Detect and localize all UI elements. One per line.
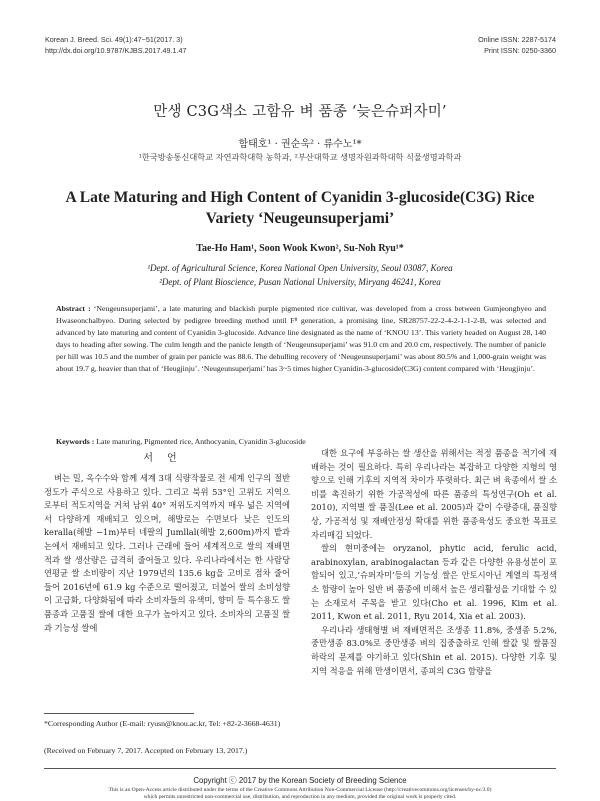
affiliation-2: ²Dept. of Plant Bioscience, Pusan National University, Miryang 46241, Korea [159, 276, 441, 287]
print-issn: Print ISSN: 0250-3360 [484, 46, 556, 55]
korean-affiliations: ¹한국방송통신대학교 자연과학대학 농학과, ²부산대학교 생명자원과학대학 식물생명과학과 [138, 152, 462, 162]
footer-divider [44, 768, 556, 769]
abstract [56, 303, 546, 374]
keywords-label: Keywords : [56, 437, 95, 446]
right-paragraph-2: 쌀의 현미중에는 oryzanol, phytic acid, ferulic acid, arabinoxylan, arabinogalactan 등과 같은 다양한 유용성분이 포함되어 있고,‘슈퍼자미’등의 기능성 쌀은 안토시아닌 계열의 특정색소 함량이 높아 일반 벼 품종에 비해서 높은 생리활성을 기대할 수 있는 소재로서 주목을 받고 있다(Cho et al. 1996, Kim et al. 2011, Kwon et al. 2011, Ryu 2014, Xia et al. 2003). [311, 543, 557, 622]
right-paragraph-1: 대한 요구에 부응하는 쌀 생산을 위해서는 적정 품종을 적기에 재배하는 것이 필요하다. 특히 우리나라는 복잡하고 다양한 지형의 영향으로 인해 기후의 지역적 차이가 뚜렷하다. 최근 벼 육종에서 쌀 소비를 촉진하기 위한 가공적성에 따른 품종의 특성연구(Oh et al. 2010), 지역별 쌀 품질(Lee et al. 2005)과 같이 수량증대, 품질향상, 가공적성 및 재배안정성 확대를 위한 품종육성도 중요한 목표로 자리매김 되었다. [311, 448, 557, 540]
license-line-2: which permits unrestricted non-commercial use, distribution, and reproduction in any medium, provided the original work is properly cited. [143, 794, 457, 800]
intro-paragraph: 벼는 밀, 옥수수와 함께 세계 3대 식량작물로 전 세계 인구의 절반 정도가 주식으로 사용하고 있다. 그리고 북위 53°인 고위도 지역으로부터 적도지역을 거쳐 남위 40° 저위도지역까지 매우 넓은 지역에서 다양하게 재배되고 있으며, 해발로는 수면보다 낮은 인도의 keralla(해발 −1m)부터 네팔의 Jumllal(해발 2,600m)까지 밭과 논에서 재배되고 있다. 그러나 근래에 들어 세계적으로 쌀의 재배면적과 쌀 생산량은 급격히 줄어들고 있다. 우리나라에서는 한 사람당 연평균 쌀 소비량이 지난 1979년의 135.6 kg을 고비로 점차 줄어들어 2016년에 61.9 kg 수준으로 떨어졌고, 더불어 쌀의 소비성향이 고급화, 다양화됨에 따라 소비자들의 유색미, 향미 등 특수용도 쌀 품종과 고품질 쌀에 대한 요구가 높아지고 있다. 소비자의 고품질 쌀과 기능성 쌀에 [44, 473, 290, 633]
journal-citation [45, 34, 186, 56]
english-affiliations [0, 262, 600, 289]
english-title-line2: Variety ‘Neugeunsuperjami’ [205, 210, 395, 227]
doi-link[interactable]: http://dx.doi.org/10.9787/KJBS.2017.49.1.47 [45, 46, 187, 55]
right-paragraph-3: 우리나라 생태형별 벼 재배면적은 조생종 11.8%, 중생종 5.2%, 중만생종 83.0%로 중만생종 벼의 집중출하로 인해 쌀값 및 쌀품질 하락의 문제를 야기하고 있다(Shin et al. 2015). 다양한 기후 및 지역 적응을 위해 만생이면서, 종피의 C3G 함량을 [311, 624, 557, 676]
received-dates: (Received on February 7, 2017. Accepted on February 13, 2017.) [44, 746, 248, 755]
english-title [0, 187, 600, 229]
english-title-line1: A Late Maturing and High Content of Cyanidin 3-glucoside(C3G) Rice [65, 189, 535, 206]
left-column [44, 472, 290, 635]
corresponding-author-note: *Corresponding Author (E-mail: ryusn@knou.ac.kr, Tel: +82-2-3668-4631) [44, 719, 281, 728]
issn-info [478, 34, 556, 56]
journal-reference: Korean J. Breed. Sci. 49(1):47~51(2017. 3) [45, 35, 183, 44]
online-issn: Online ISSN: 2287-5174 [478, 35, 556, 44]
footnote-divider [44, 713, 194, 714]
keywords-text: Late maturing, Pigmented rice, Anthocyanin, Cyanidin 3-glucoside [96, 437, 306, 446]
english-authors: Tae-Ho Ham¹, Soon Wook Kwon², Su-Noh Ryu¹* [196, 243, 404, 254]
abstract-label: Abstract : [56, 304, 91, 313]
abstract-text: ‘Neugeunsuperjami’, a late maturing and blackish purple pigmented rice cultivar, was developed from a cross between Gumjeongbyeo and Hwaseonchalbyeo. During selected by pedigree breeding method until F⁸ generation, a promising line, SR28757-22-2-4-2-1-1-2-B, was selected and advanced by late maturing and content of Cyanidin 3-glucoside. Advance line designated as the name of ‘KNOU 13’. This variety headed on August 28, 140 days to heading after sowing. The culm length and the panicle length of ‘Neugeunsuperjami’ was 91.0 cm and 20.0 cm, respectively. The number of panicle per hill was 10.5 and the number of grain per panicle was 88.6. The dehulling recovery of ‘Neugeunsuperjami’ was about 80.5% and 1,000-grain weight was about 19.7 g, heavier than that of ‘Heugjinju’. ‘Neugeunsuperjami’ has 3~5 times higher Cyanidin-3-glucoside(C3G) content compared with ‘Heugjinju’. [56, 304, 546, 373]
copyright-notice: Copyright ⓒ 2017 by the Korean Society of Breeding Science [193, 776, 407, 785]
korean-authors: 함태호¹ · 권순욱² · 류수노¹* [238, 139, 362, 150]
keywords [56, 437, 546, 446]
right-column [311, 447, 557, 678]
license-line-1: This is an Open-Access article distributed under the terms of the Creative Commons Attribution Non-Commercial License (http://creativecommons.org/licenses/by-nc/3.0) [108, 787, 492, 793]
affiliation-1: ¹Dept. of Agricultural Science, Korea National Open University, Seoul 03087, Korea [147, 263, 453, 273]
section-heading-introduction: 서언 [143, 453, 191, 464]
license-notice [0, 787, 600, 801]
korean-title: 만생 C3G색소 고함유 벼 품종 ‘늦은슈퍼자미’ [153, 104, 447, 120]
